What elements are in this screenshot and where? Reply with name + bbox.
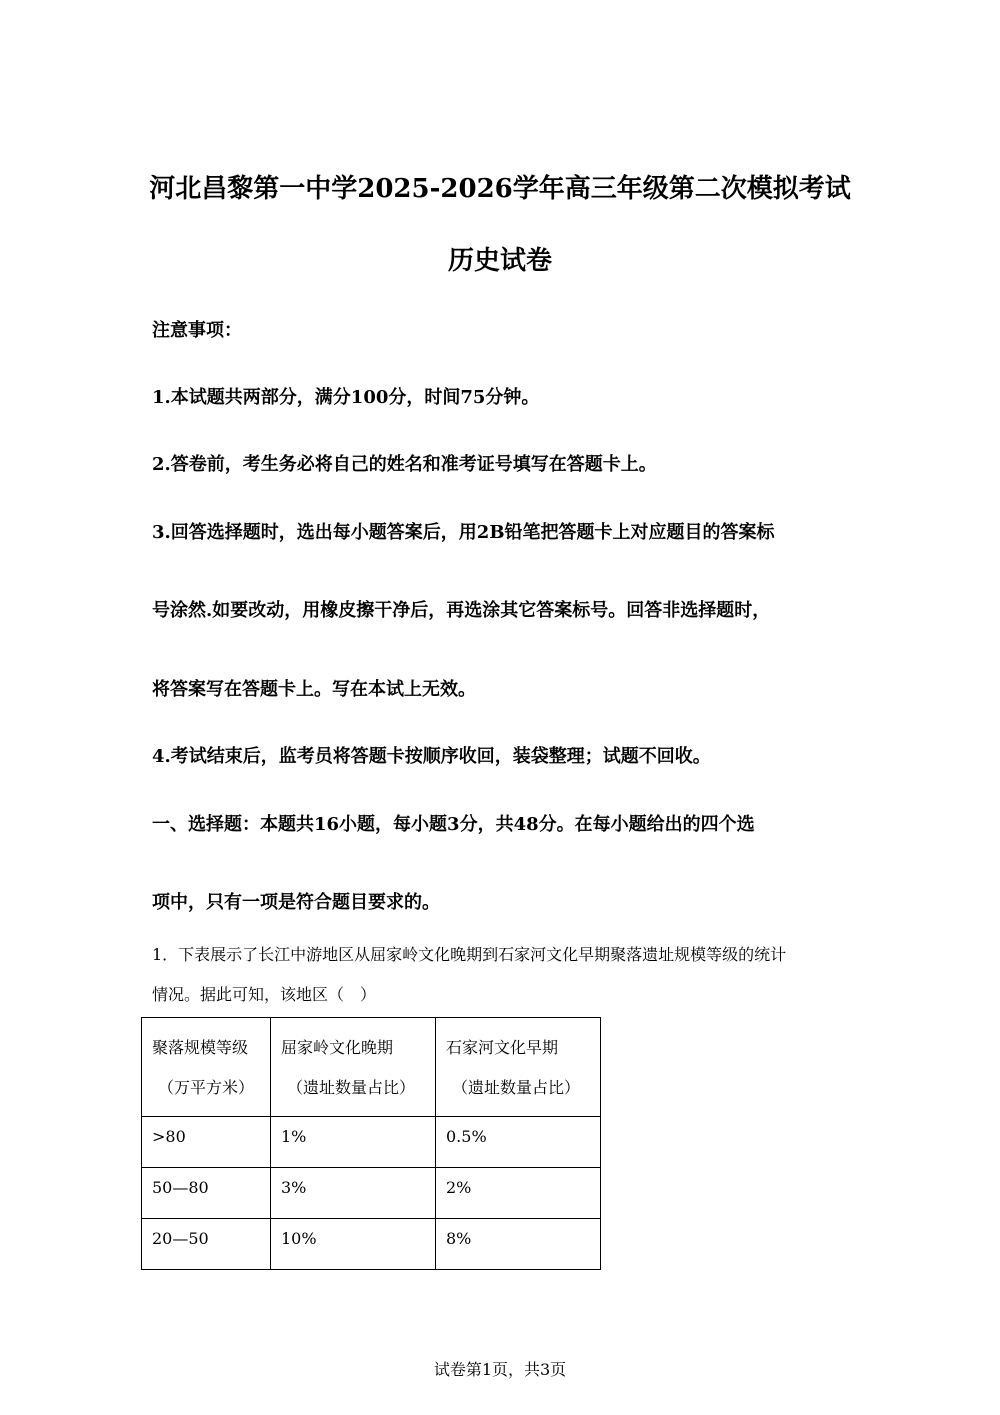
header-label: 石家河文化早期 — [446, 1038, 559, 1057]
header-label: 屈家岭文化晚期 — [281, 1038, 394, 1057]
section-1-heading-line1: 一、选择题：本题共16小题，每小题3分，共48分。在每小题给出的四个选 — [152, 814, 755, 835]
table-cell: 10% — [271, 1219, 436, 1270]
exam-title-line1: 河北昌黎第一中学2025-2026学年高三年级第二次模拟考试 — [149, 174, 851, 204]
header-unit: （遗址数量占比） — [452, 1078, 581, 1097]
table-cell: 0.5% — [436, 1117, 601, 1168]
exam-title-line2: 历史试卷 — [447, 246, 552, 276]
table-cell: 1% — [271, 1117, 436, 1168]
notice-heading: 注意事项： — [152, 320, 242, 341]
notice-item-4: 4.考试结束后，监考员将答题卡按顺序收回，装袋整理；试题不回收。 — [152, 746, 711, 767]
table-row — [142, 1117, 601, 1168]
table-cell: 2% — [436, 1168, 601, 1219]
question-1-stem-line2: 情况。据此可知，该地区（ ） — [152, 985, 377, 1004]
table-cell: 20—50 — [142, 1219, 271, 1270]
table-header-row — [142, 1018, 601, 1117]
section-1-heading-line2: 项中，只有一项是符合题目要求的。 — [152, 892, 440, 913]
table-cell: >80 — [142, 1117, 271, 1168]
header-unit: （遗址数量占比） — [287, 1078, 416, 1097]
table-header-cell — [436, 1018, 601, 1117]
notice-item-3-line1: 3.回答选择题时，选出每小题答案后，用2B铅笔把答题卡上对应题目的答案标 — [152, 522, 775, 543]
table-header-cell — [271, 1018, 436, 1117]
question-1-stem-line1: 1．下表展示了长江中游地区从屈家岭文化晚期到石家河文化早期聚落遗址规模等级的统计 — [152, 945, 787, 964]
header-label: 聚落规模等级 — [152, 1038, 249, 1057]
table-row — [142, 1168, 601, 1219]
notice-item-3-line2: 号涂然.如要改动，用橡皮擦干净后，再选涂其它答案标号。回答非选择题时， — [152, 600, 771, 621]
table-row — [142, 1219, 601, 1270]
page-footer: 试卷第1页，共3页 — [433, 1360, 567, 1379]
table-header-cell — [142, 1018, 271, 1117]
table-cell: 3% — [271, 1168, 436, 1219]
header-unit: （万平方米） — [158, 1078, 255, 1097]
table-cell: 8% — [436, 1219, 601, 1270]
notice-item-1: 1.本试题共两部分，满分100分，时间75分钟。 — [152, 387, 540, 408]
notice-item-3-line3: 将答案写在答题卡上。写在本试上无效。 — [152, 679, 476, 700]
settlement-scale-table — [141, 1017, 601, 1270]
notice-item-2: 2.答卷前，考生务必将自己的姓名和准考证号填写在答题卡上。 — [152, 454, 657, 475]
table-cell: 50—80 — [142, 1168, 271, 1219]
